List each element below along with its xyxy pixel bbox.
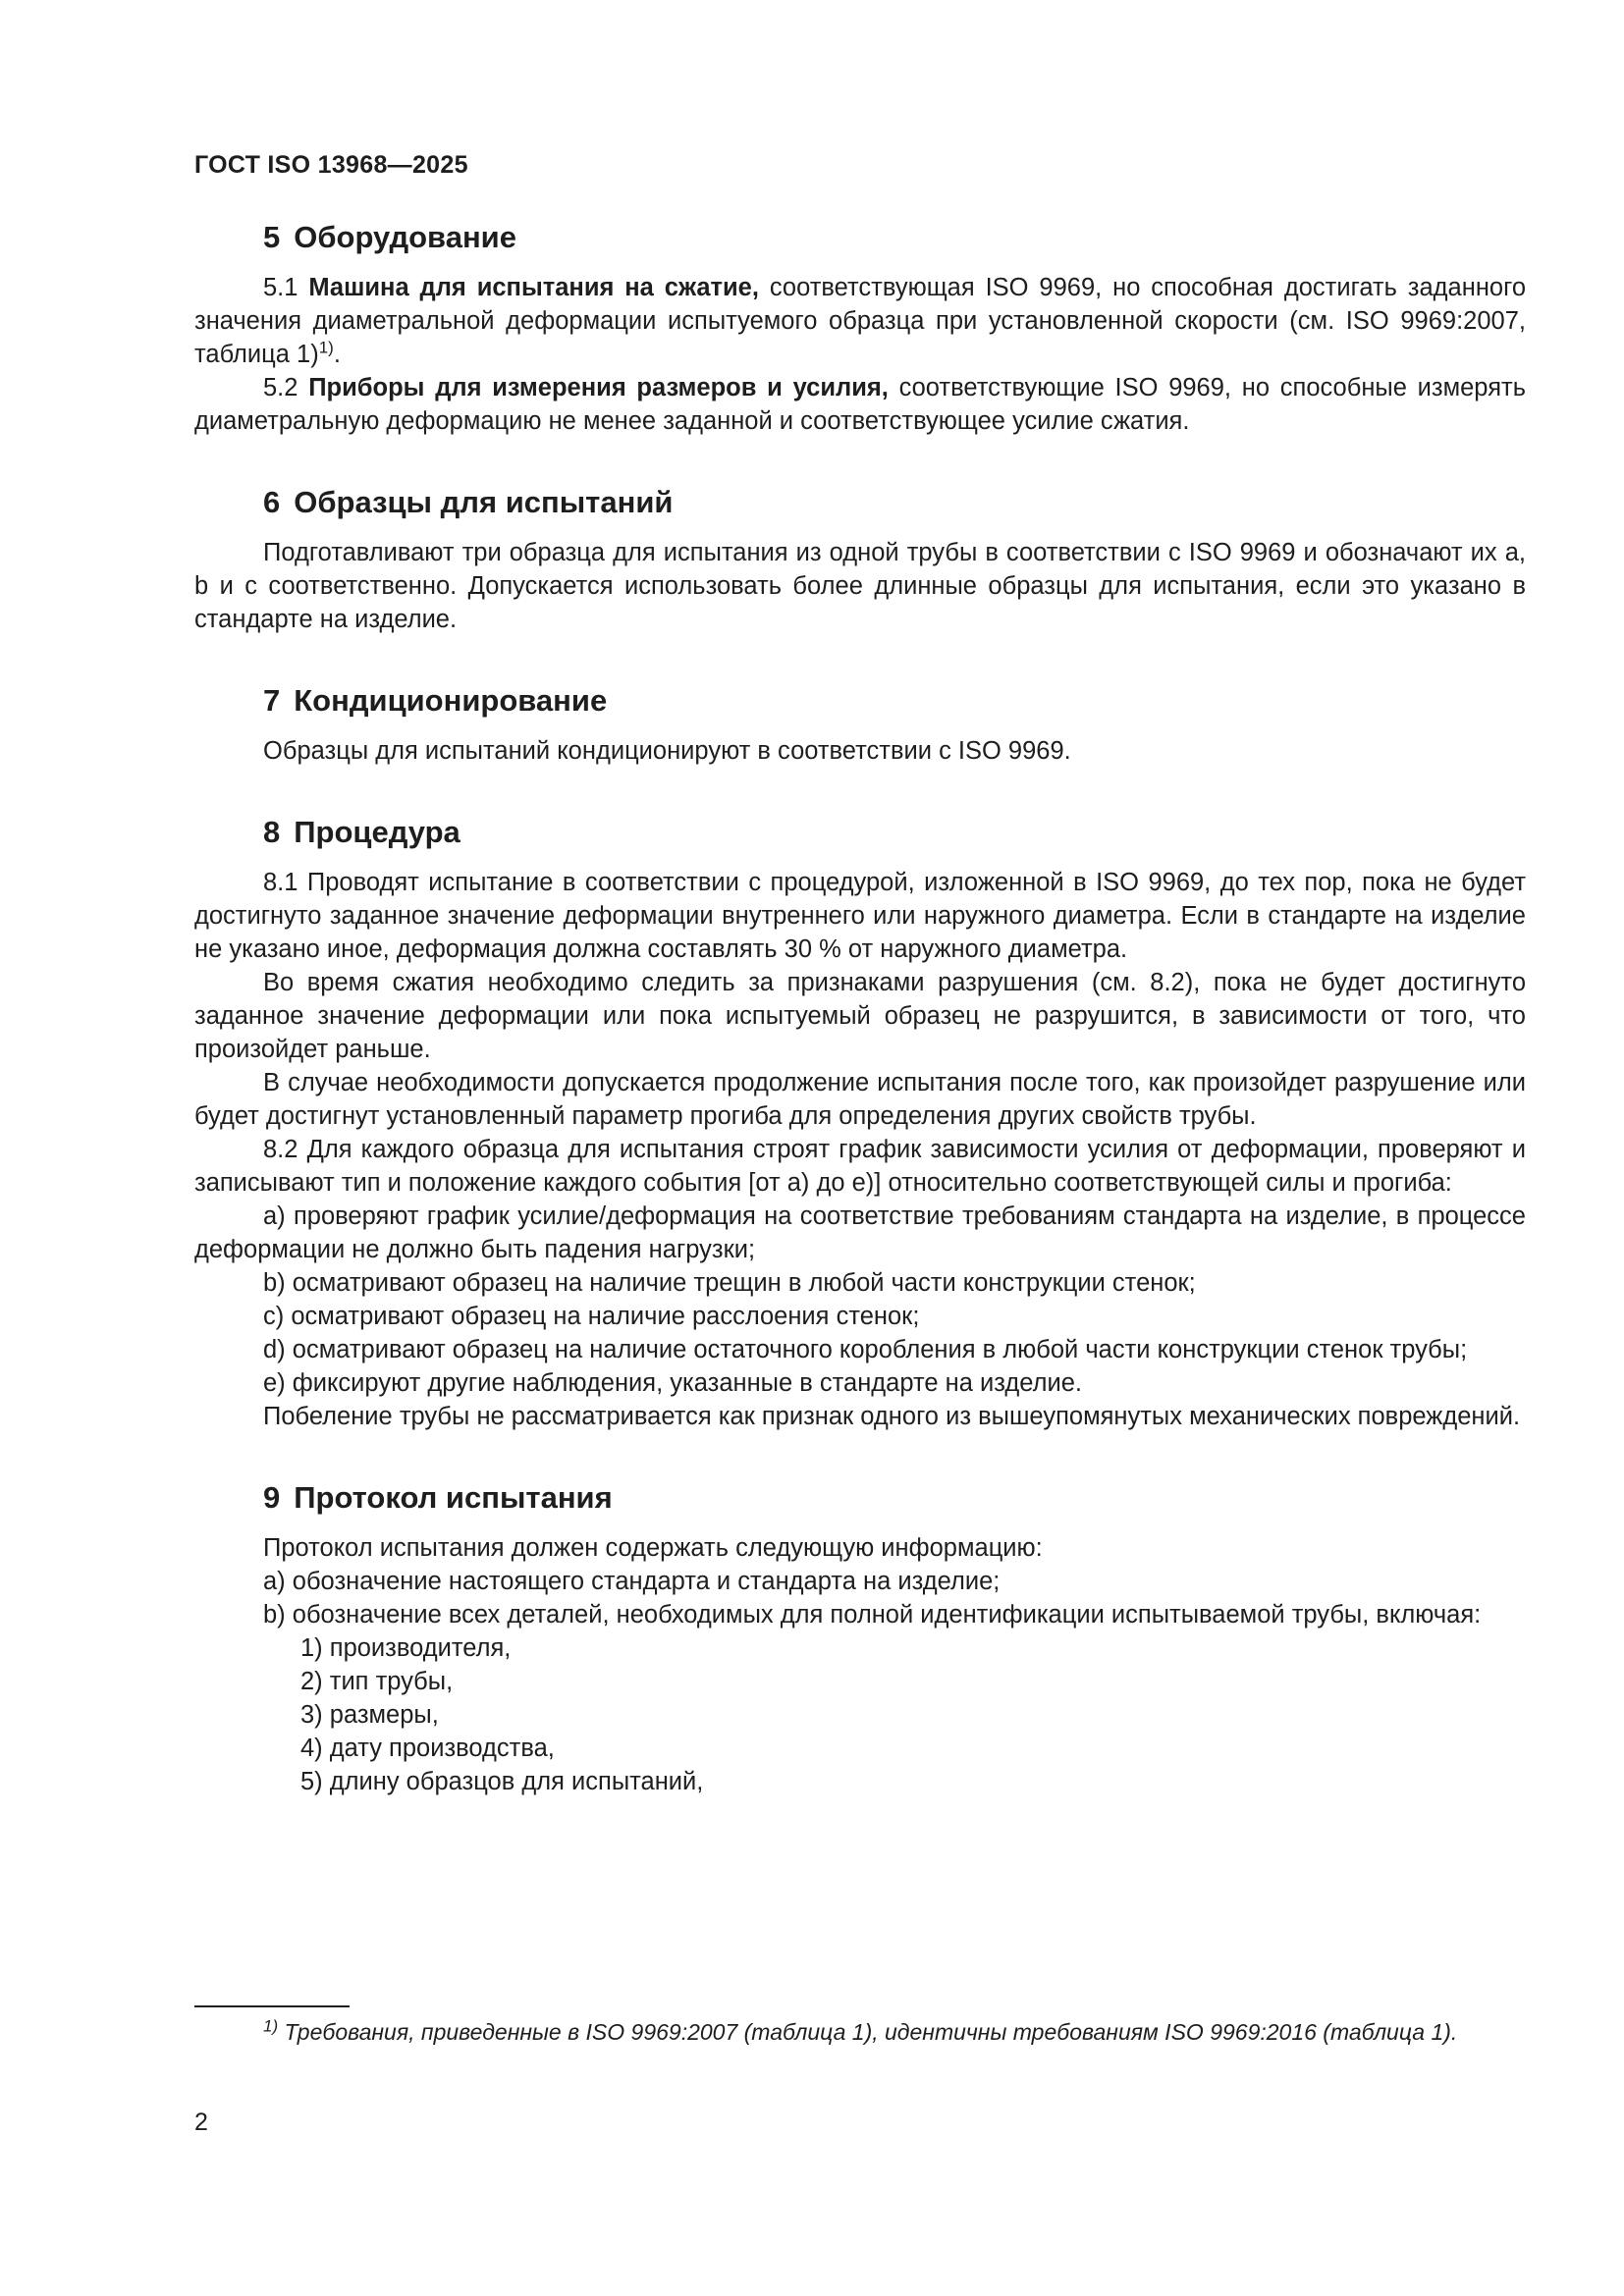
- sublist-item-2: 2) тип трубы,: [300, 1668, 454, 1695]
- paragraph-8-2: 8.2 Для каждого образца для испытания строят график зависимости усилия от деформации, проверяют и записывают тип и положение каждого события [от a) до e)] относительно соответствующей силы и прогиба:: [194, 1136, 1526, 1197]
- section-5-heading: [194, 218, 1526, 257]
- list-item-e: e) фиксируют другие наблюдения, указанные в стандарте на изделие.: [263, 1369, 1082, 1397]
- section-8-heading: [194, 813, 1526, 852]
- clause-5-1-end: .: [333, 341, 341, 368]
- section-6-title: Образцы для испытаний: [294, 485, 674, 519]
- footnote-reference[interactable]: 1): [318, 338, 334, 357]
- paragraph-7-1: Образцы для испытаний кондиционируют в соответствии с ISO 9969.: [263, 737, 1071, 765]
- paragraph-5-2: [194, 371, 1526, 438]
- document-code: ГОСТ ISO 13968—2025: [194, 151, 468, 179]
- clause-5-1-text: соответствующая ISO 9969, но способная достигать заданного значения диаметральной деформации испытуемого образца при установленной скорости (см. ISO 9969:2007, таблица 1): [194, 274, 1527, 368]
- page-number: 2: [194, 2109, 208, 2136]
- paragraph-8-1-cont-1: Во время сжатия необходимо следить за признаками разрушения (см. 8.2), пока не будет достигнуто заданное значение деформации или пока испытуемый образец не разрушится, в зависимости от того, что произойдет раньше.: [194, 969, 1526, 1063]
- section-5-number: 5: [263, 220, 281, 254]
- list-item-9-b: b) обозначение всех деталей, необходимых для полной идентификации испытываемой трубы, включая:: [263, 1601, 1482, 1629]
- list-item-c: c) осматривают образец на наличие расслоения стенок;: [263, 1303, 920, 1330]
- clause-5-2-number: 5.2: [263, 374, 298, 401]
- clause-5-2-term: Приборы для измерения размеров и усилия,: [308, 374, 889, 401]
- footnote: [194, 2016, 1526, 2048]
- sublist-item-4: 4) дату производства,: [300, 1735, 555, 1762]
- list-item-b: b) осматривают образец на наличие трещин в любой части конструкции стенок;: [263, 1269, 1196, 1297]
- paragraph-8-1-cont-2: В случае необходимости допускается продолжение испытания после того, как произойдет разрушение или будет достигнут установленный параметр прогиба для определения других свойств трубы.: [194, 1069, 1526, 1130]
- list-item-d: d) осматривают образец на наличие остаточного коробления в любой части конструкции стенок трубы;: [263, 1336, 1468, 1363]
- footnote-text: Требования, приведенные в ISO 9969:2007 (таблица 1), идентичны требованиям ISO 9969:2016 (таблица 1).: [284, 2019, 1458, 2045]
- clause-5-1-number: 5.1: [263, 274, 298, 301]
- clause-5-1-term: Машина для испытания на сжатие,: [308, 274, 759, 301]
- paragraph-5-1: [194, 271, 1526, 371]
- paragraph-8-1: 8.1 Проводят испытание в соответствии с процедурой, изложенной в ISO 9969, до тех пор, пока не будет достигнуто заданное значение деформации внутреннего или наружного диаметра. Если в стандарте на изделие не указано иное, деформация должна составлять 30 % от наружного диаметра.: [194, 869, 1526, 963]
- section-6-heading: [194, 483, 1526, 522]
- sublist-item-5: 5) длину образцов для испытаний,: [300, 1768, 704, 1795]
- paragraph-8-2-note: Побеление трубы не рассматривается как признак одного из вышеупомянутых механических повреждений.: [263, 1403, 1521, 1430]
- section-7-heading: [194, 681, 1526, 721]
- section-9-title: Протокол испытания: [294, 1480, 613, 1515]
- sublist-item-3: 3) размеры,: [300, 1701, 439, 1729]
- section-5-title: Оборудование: [294, 220, 516, 254]
- section-8-title: Процедура: [294, 815, 460, 849]
- footnote-marker: 1): [263, 2016, 279, 2036]
- section-9-number: 9: [263, 1480, 281, 1515]
- list-item-a: a) проверяют график усилие/деформация на соответствие требованиям стандарта на изделие, в процессе деформации не должно быть падения нагрузки;: [194, 1202, 1526, 1263]
- paragraph-9-1: Протокол испытания должен содержать следующую информацию:: [263, 1534, 1043, 1562]
- footnote-divider: [194, 2005, 350, 2007]
- page-content: [194, 218, 1526, 1798]
- sublist-item-1: 1) производителя,: [300, 1634, 512, 1662]
- section-8-number: 8: [263, 815, 281, 849]
- section-7-number: 7: [263, 683, 281, 718]
- section-7-title: Кондиционирование: [294, 683, 608, 718]
- paragraph-6-1: Подготавливают три образца для испытания из одной трубы в соответствии с ISO 9969 и обозначают их a, b и c соответственно. Допускается использовать более длинные образцы для испытания, если это указано в стандарте на изделие.: [194, 539, 1526, 633]
- clause-5-2-text: соответствующие ISO 9969, но способные измерять диаметральную деформацию не менее заданной и соответствующее усилие сжатия.: [194, 374, 1526, 435]
- section-9-heading: [194, 1478, 1526, 1518]
- section-6-number: 6: [263, 485, 281, 519]
- list-item-9-a: a) обозначение настоящего стандарта и стандарта на изделие;: [263, 1568, 1001, 1595]
